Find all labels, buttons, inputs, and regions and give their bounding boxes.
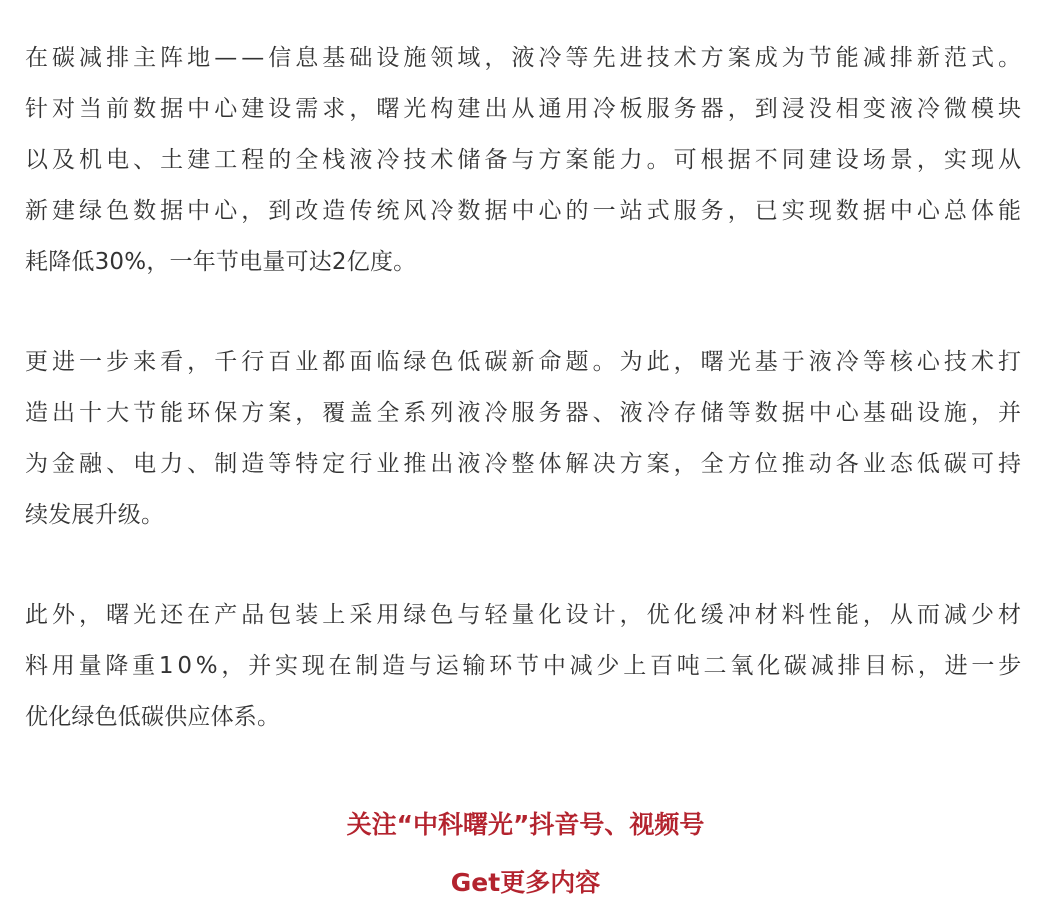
text-line: 以及机电、土建工程的全栈液冷技术储备与方案能力。可根据不同建设场景，实现从: [25, 147, 1025, 173]
text-line: 优化绿色低碳供应体系。: [25, 704, 281, 730]
paragraph-industry-solutions: [25, 337, 1025, 541]
follow-call-to-action: 关注“中科曙光”抖音号、视频号: [346, 810, 705, 839]
text-line: 耗降低30%，一年节电量可达2亿度。: [25, 249, 417, 275]
text-line: 针对当前数据中心建设需求，曙光构建出从通用冷板服务器，到浸没相变液冷微模块: [25, 96, 1025, 122]
text-line: 新建绿色数据中心，到改造传统风冷数据中心的一站式服务，已实现数据中心总体能: [25, 198, 1025, 224]
paragraph-liquid-cooling-datacenter: [25, 33, 1025, 288]
text-line: 更进一步来看，千行百业都面临绿色低碳新命题。为此，曙光基于液冷等核心技术打: [25, 349, 1025, 375]
text-line: 为金融、电力、制造等特定行业推出液冷整体解决方案，全方位推动各业态低碳可持: [25, 451, 1025, 477]
article-body: [25, 33, 1025, 792]
get-more-content-text: Get更多内容: [450, 868, 601, 897]
text-line: 在碳减排主阵地——信息基础设施领域，液冷等先进技术方案成为节能减排新范式。: [25, 45, 1025, 71]
text-line: 造出十大节能环保方案，覆盖全系列液冷服务器、液冷存储等数据中心基础设施，并: [25, 400, 1025, 426]
text-line: 此外，曙光还在产品包装上采用绿色与轻量化设计，优化缓冲材料性能，从而减少材: [25, 602, 1025, 628]
text-line: 续发展升级。: [25, 502, 165, 528]
text-line: 料用量降重10%，并实现在制造与运输环节中减少上百吨二氧化碳减排目标，进一步: [25, 653, 1025, 679]
paragraph-green-packaging: [25, 590, 1025, 743]
